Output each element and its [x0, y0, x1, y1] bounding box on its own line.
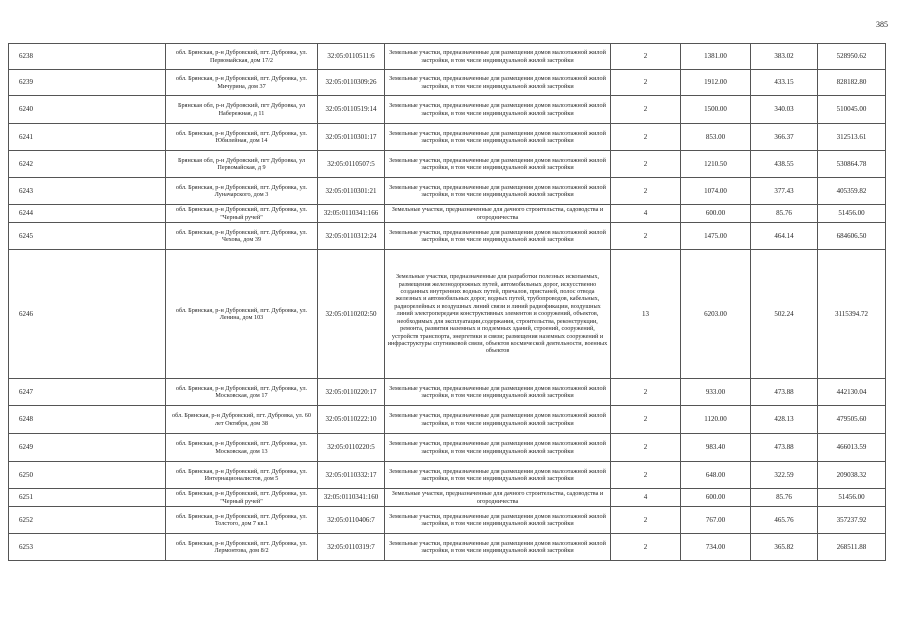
row-number-cell: 6249 [9, 434, 166, 462]
cadastral-number-cell: 32:05:0110312:24 [318, 223, 385, 250]
group-code-cell: 2 [611, 434, 681, 462]
land-use-purpose-cell: Земельные участки, предназначенные для размещения домов малоэтажной жилой застройки, в том числе индивидуальной жилой застройки [385, 124, 611, 151]
table-row [9, 379, 886, 406]
land-use-purpose-cell: Земельные участки, предназначенные для размещения домов малоэтажной жилой застройки, в том числе индивидуальной жилой застройки [385, 178, 611, 205]
group-code-cell: 2 [611, 223, 681, 250]
row-number-cell: 6244 [9, 205, 166, 223]
unit-price-cell: 340.03 [751, 96, 818, 124]
row-number-cell: 6248 [9, 406, 166, 434]
area-cell: 1210.50 [681, 151, 751, 178]
address-cell: обл. Брянская, р-н Дубровский, пгт. Дубровка, ул. "Черный ручей" [166, 489, 318, 507]
land-use-purpose-cell: Земельные участки, предназначенные для размещения домов малоэтажной жилой застройки, в том числе индивидуальной жилой застройки [385, 96, 611, 124]
area-cell: 1074.00 [681, 178, 751, 205]
row-number-cell: 6241 [9, 124, 166, 151]
area-cell: 1120.00 [681, 406, 751, 434]
cadastral-number-cell: 32:05:0110511:6 [318, 44, 385, 70]
cadastral-value-cell: 51456.00 [818, 205, 886, 223]
cadastral-value-cell: 479505.60 [818, 406, 886, 434]
address-cell: обл. Брянская, р-н Дубровский, пгт. Дубровка, ул. Московская, дом 17 [166, 379, 318, 406]
row-number-cell: 6242 [9, 151, 166, 178]
unit-price-cell: 85.76 [751, 489, 818, 507]
area-cell: 853.00 [681, 124, 751, 151]
group-code-cell: 2 [611, 507, 681, 534]
unit-price-cell: 465.76 [751, 507, 818, 534]
table-row [9, 70, 886, 96]
table-row [9, 151, 886, 178]
area-cell: 1381.00 [681, 44, 751, 70]
cadastral-number-cell: 32:05:0110220:17 [318, 379, 385, 406]
group-code-cell: 2 [611, 534, 681, 561]
unit-price-cell: 502.24 [751, 250, 818, 379]
cadastral-value-cell: 466013.59 [818, 434, 886, 462]
address-cell: обл. Брянская, р-н Дубровский, пгт. Дубровка, ул. Мичурина, дом 37 [166, 70, 318, 96]
land-use-purpose-cell: Земельные участки, предназначенные для дачного строительства, садоводства и огородничества [385, 489, 611, 507]
address-cell: обл. Брянская, р-н Дубровский, пгт. Дубровка, ул. 60 лет Октября, дом 38 [166, 406, 318, 434]
area-cell: 1475.00 [681, 223, 751, 250]
land-use-purpose-cell: Земельные участки, предназначенные для разработки полезных ископаемых, размещения железнодорожных путей, автомобильных дорог, искусственно созданных внутренних водных путей, причалов, пристаней, полос отвода железных и автомобильных дорог, водных путей, трубопроводов, кабельных, радиорелейных и воздушных линий связи и линий радиофикации, воздушных линий электропередачи конструктивных элементов и сооружений, объектов, необходимых для эксплуатации,содержания, строительства, реконструкции, ремонта, развития наземных и подземных зданий, строений, сооружений, устройств транспорта, энергетики и связи; размещения наземных сооружений и инфраструктуры спутниковой связи, объектов космической деятельности, военных объектов [385, 250, 611, 379]
address-cell: обл. Брянская, р-н Дубровский, пгт. Дубровка, ул. Лермонтова, дом 8/2 [166, 534, 318, 561]
table-row [9, 406, 886, 434]
land-use-purpose-cell: Земельные участки, предназначенные для размещения домов малоэтажной жилой застройки, в том числе индивидуальной жилой застройки [385, 534, 611, 561]
address-cell: Брянская обл, р-н Дубровский, пгт Дубровка, ул Первомайская, д 9 [166, 151, 318, 178]
unit-price-cell: 473.88 [751, 434, 818, 462]
cadastral-number-cell: 32:05:0110220:5 [318, 434, 385, 462]
land-use-purpose-cell: Земельные участки, предназначенные для размещения домов малоэтажной жилой застройки, в том числе индивидуальной жилой застройки [385, 223, 611, 250]
unit-price-cell: 428.13 [751, 406, 818, 434]
cadastral-number-cell: 32:05:0110332:17 [318, 462, 385, 489]
unit-price-cell: 438.55 [751, 151, 818, 178]
cadastral-number-cell: 32:05:0110202:50 [318, 250, 385, 379]
cadastral-value-cell: 510045.00 [818, 96, 886, 124]
cadastral-value-cell: 684606.50 [818, 223, 886, 250]
cadastral-value-cell: 209038.32 [818, 462, 886, 489]
address-cell: обл. Брянская, р-н Дубровский, пгт. Дубровка, ул. Московская, дом 13 [166, 434, 318, 462]
address-cell: обл. Брянская, р-н Дубровский, пгт. Дубровка, ул. Первомайская, дом 17/2 [166, 44, 318, 70]
unit-price-cell: 85.76 [751, 205, 818, 223]
land-use-purpose-cell: Земельные участки, предназначенные для дачного строительства, садоводства и огородничества [385, 205, 611, 223]
address-cell: обл. Брянская, р-н Дубровский, пгт. Дубровка, ул. "Черный ручей" [166, 205, 318, 223]
cadastral-value-cell: 828182.80 [818, 70, 886, 96]
unit-price-cell: 365.82 [751, 534, 818, 561]
row-number-cell: 6252 [9, 507, 166, 534]
cadastral-value-cell: 51456.00 [818, 489, 886, 507]
cadastral-number-cell: 32:05:0110301:21 [318, 178, 385, 205]
address-cell: обл. Брянская, р-н Дубровский, пгт. Дубровка, ул. Чехова, дом 39 [166, 223, 318, 250]
unit-price-cell: 377.43 [751, 178, 818, 205]
land-use-purpose-cell: Земельные участки, предназначенные для размещения домов малоэтажной жилой застройки, в том числе индивидуальной жилой застройки [385, 70, 611, 96]
group-code-cell: 2 [611, 178, 681, 205]
group-code-cell: 2 [611, 406, 681, 434]
cadastral-number-cell: 32:05:0110222:10 [318, 406, 385, 434]
land-use-purpose-cell: Земельные участки, предназначенные для размещения домов малоэтажной жилой застройки, в том числе индивидуальной жилой застройки [385, 151, 611, 178]
group-code-cell: 2 [611, 44, 681, 70]
address-cell: обл. Брянская, р-н Дубровский, пгт. Дубровка, ул. Луначарского, дом 3 [166, 178, 318, 205]
row-number-cell: 6238 [9, 44, 166, 70]
cadastral-number-cell: 32:05:0110341:166 [318, 205, 385, 223]
cadastral-number-cell: 32:05:0110309:26 [318, 70, 385, 96]
unit-price-cell: 383.02 [751, 44, 818, 70]
table-row [9, 205, 886, 223]
row-number-cell: 6250 [9, 462, 166, 489]
unit-price-cell: 433.15 [751, 70, 818, 96]
cadastral-number-cell: 32:05:0110507:5 [318, 151, 385, 178]
area-cell: 6203.00 [681, 250, 751, 379]
land-use-purpose-cell: Земельные участки, предназначенные для размещения домов малоэтажной жилой застройки, в том числе индивидуальной жилой застройки [385, 462, 611, 489]
group-code-cell: 13 [611, 250, 681, 379]
group-code-cell: 4 [611, 205, 681, 223]
address-cell: обл. Брянская, р-н Дубровский, пгт. Дубровка, ул. Ленина, дом 103 [166, 250, 318, 379]
area-cell: 983.40 [681, 434, 751, 462]
unit-price-cell: 366.37 [751, 124, 818, 151]
table-row [9, 44, 886, 70]
cadastral-number-cell: 32:05:0110519:14 [318, 96, 385, 124]
address-cell: Брянская обл, р-н Дубровский, пгт Дубровка, ул Набережная, д 11 [166, 96, 318, 124]
land-plots-table [8, 43, 886, 561]
table-row [9, 434, 886, 462]
area-cell: 933.00 [681, 379, 751, 406]
cadastral-value-cell: 312513.61 [818, 124, 886, 151]
land-use-purpose-cell: Земельные участки, предназначенные для размещения домов малоэтажной жилой застройки, в том числе индивидуальной жилой застройки [385, 379, 611, 406]
table-row [9, 462, 886, 489]
group-code-cell: 2 [611, 462, 681, 489]
cadastral-value-cell: 528950.62 [818, 44, 886, 70]
table-row [9, 223, 886, 250]
land-use-purpose-cell: Земельные участки, предназначенные для размещения домов малоэтажной жилой застройки, в том числе индивидуальной жилой застройки [385, 507, 611, 534]
row-number-cell: 6253 [9, 534, 166, 561]
group-code-cell: 4 [611, 489, 681, 507]
land-use-purpose-cell: Земельные участки, предназначенные для размещения домов малоэтажной жилой застройки, в том числе индивидуальной жилой застройки [385, 434, 611, 462]
row-number-cell: 6240 [9, 96, 166, 124]
area-cell: 734.00 [681, 534, 751, 561]
table-row [9, 507, 886, 534]
address-cell: обл. Брянская, р-н Дубровский, пгт. Дубровка, ул. Юбилейная, дом 14 [166, 124, 318, 151]
cadastral-number-cell: 32:05:0110406:7 [318, 507, 385, 534]
row-number-cell: 6246 [9, 250, 166, 379]
cadastral-value-cell: 442130.04 [818, 379, 886, 406]
unit-price-cell: 464.14 [751, 223, 818, 250]
unit-price-cell: 473.88 [751, 379, 818, 406]
table-row [9, 250, 886, 379]
area-cell: 767.00 [681, 507, 751, 534]
table-row [9, 178, 886, 205]
cadastral-number-cell: 32:05:0110301:17 [318, 124, 385, 151]
cadastral-number-cell: 32:05:0110319:7 [318, 534, 385, 561]
row-number-cell: 6251 [9, 489, 166, 507]
cadastral-value-cell: 268511.88 [818, 534, 886, 561]
table-row [9, 489, 886, 507]
cadastral-value-cell: 530864.78 [818, 151, 886, 178]
area-cell: 1912.00 [681, 70, 751, 96]
unit-price-cell: 322.59 [751, 462, 818, 489]
table-row [9, 124, 886, 151]
row-number-cell: 6245 [9, 223, 166, 250]
cadastral-value-cell: 3115394.72 [818, 250, 886, 379]
group-code-cell: 2 [611, 151, 681, 178]
address-cell: обл. Брянская, р-н Дубровский, пгт. Дубровка, ул. Интернационалистов, дом 5 [166, 462, 318, 489]
table-row [9, 534, 886, 561]
row-number-cell: 6239 [9, 70, 166, 96]
group-code-cell: 2 [611, 379, 681, 406]
group-code-cell: 2 [611, 70, 681, 96]
table-row [9, 96, 886, 124]
area-cell: 600.00 [681, 205, 751, 223]
address-cell: обл. Брянская, р-н Дубровский, пгт. Дубровка, ул. Толстого, дом 7 кв.1 [166, 507, 318, 534]
land-use-purpose-cell: Земельные участки, предназначенные для размещения домов малоэтажной жилой застройки, в том числе индивидуальной жилой застройки [385, 44, 611, 70]
row-number-cell: 6247 [9, 379, 166, 406]
row-number-cell: 6243 [9, 178, 166, 205]
cadastral-value-cell: 405359.82 [818, 178, 886, 205]
cadastral-value-cell: 357237.92 [818, 507, 886, 534]
group-code-cell: 2 [611, 96, 681, 124]
area-cell: 600.00 [681, 489, 751, 507]
area-cell: 648.00 [681, 462, 751, 489]
land-use-purpose-cell: Земельные участки, предназначенные для размещения домов малоэтажной жилой застройки, в том числе индивидуальной жилой застройки [385, 406, 611, 434]
area-cell: 1500.00 [681, 96, 751, 124]
page-number: 385 [876, 20, 888, 29]
group-code-cell: 2 [611, 124, 681, 151]
cadastral-number-cell: 32:05:0110341:160 [318, 489, 385, 507]
